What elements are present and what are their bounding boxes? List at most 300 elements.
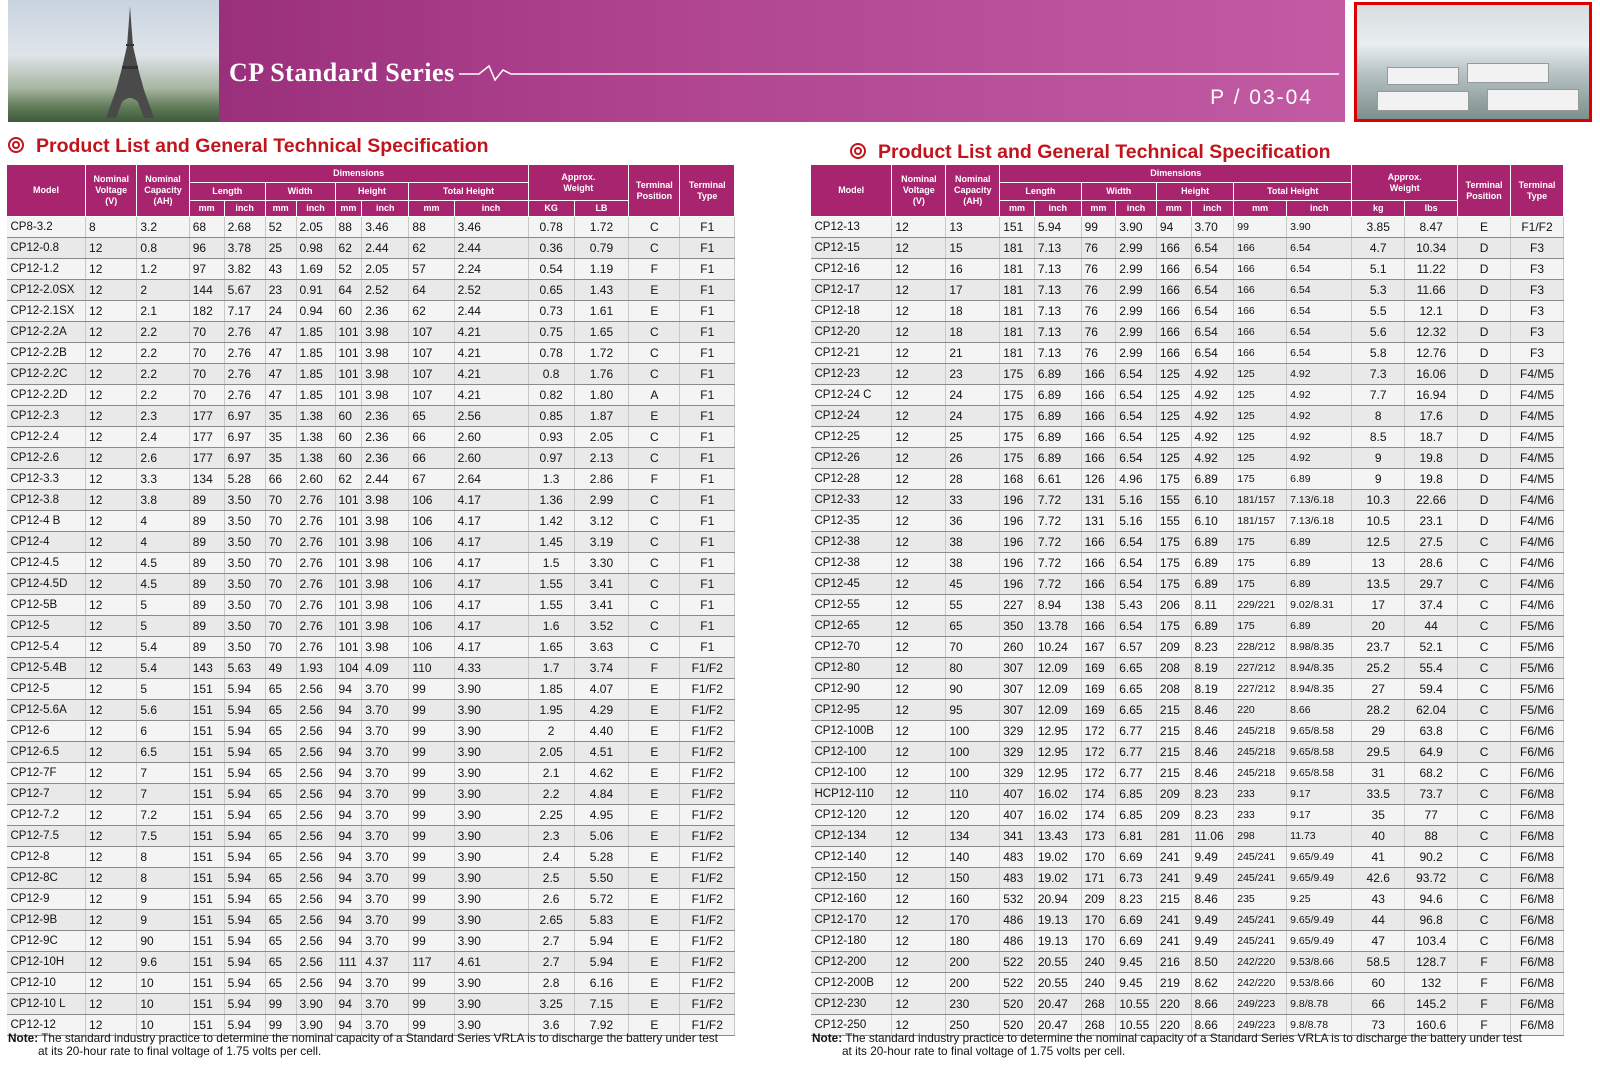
cell-width-inch: 3.90 xyxy=(296,1015,335,1036)
table-row xyxy=(811,595,1564,616)
cell-height-mm: 94 xyxy=(335,700,362,721)
cell-terminal-position: E xyxy=(629,910,680,931)
cell-terminal-position: C xyxy=(629,238,680,259)
left-section-heading: Product List and General Technical Specification xyxy=(8,135,489,158)
cell-total-height-mm: 99 xyxy=(409,994,454,1015)
cell-terminal-type: F4/M5 xyxy=(1511,448,1564,469)
cell-width-mm: 173 xyxy=(1081,826,1116,847)
cell-width-inch: 2.76 xyxy=(296,616,335,637)
cell-terminal-position: E xyxy=(629,721,680,742)
cell-model: CP12-120 xyxy=(811,805,892,826)
cell-weight-kg: 2.4 xyxy=(528,847,574,868)
cell-height-mm: 94 xyxy=(335,910,362,931)
cell-height-inch: 3.70 xyxy=(362,784,409,805)
cell-terminal-type: F1 xyxy=(680,301,735,322)
cell-height-mm: 166 xyxy=(1156,301,1191,322)
cell-weight-lb: 160.6 xyxy=(1405,1015,1458,1036)
cell-terminal-type: F6/M8 xyxy=(1511,847,1564,868)
cell-terminal-position: E xyxy=(629,931,680,952)
cell-width-mm: 25 xyxy=(265,238,296,259)
cell-width-inch: 1.38 xyxy=(296,427,335,448)
cell-width-inch: 6.54 xyxy=(1116,532,1157,553)
cell-weight-kg: 43 xyxy=(1352,889,1405,910)
cell-width-inch: 2.76 xyxy=(296,595,335,616)
cell-width-inch: 6.54 xyxy=(1116,616,1157,637)
cell-capacity: 150 xyxy=(946,868,1000,889)
cell-terminal-position: C xyxy=(629,343,680,364)
cell-model: CP12-170 xyxy=(811,910,892,931)
cell-width-inch: 6.65 xyxy=(1116,700,1157,721)
cell-length-mm: 151 xyxy=(189,931,224,952)
cell-width-mm: 65 xyxy=(265,973,296,994)
cell-total-height-inch: 3.90 xyxy=(454,700,528,721)
cell-height-inch: 3.98 xyxy=(362,343,409,364)
cell-model: CP12-4 B xyxy=(7,511,86,532)
cell-weight-lb: 16.94 xyxy=(1405,385,1458,406)
cell-weight-kg: 33.5 xyxy=(1352,784,1405,805)
cell-capacity: 140 xyxy=(946,847,1000,868)
cell-height-inch: 8.23 xyxy=(1191,805,1234,826)
cell-width-mm: 76 xyxy=(1081,322,1116,343)
cell-height-inch: 2.44 xyxy=(362,469,409,490)
cell-weight-lb: 0.79 xyxy=(574,238,628,259)
cell-voltage: 12 xyxy=(892,616,946,637)
cell-total-height-mm: 242/220 xyxy=(1234,952,1287,973)
cell-terminal-type: F4/M6 xyxy=(1511,490,1564,511)
cell-total-height-inch: 3.90 xyxy=(454,784,528,805)
cell-weight-lb: 2.13 xyxy=(574,448,628,469)
cell-total-height-mm: 125 xyxy=(1234,364,1287,385)
cell-length-inch: 6.89 xyxy=(1034,385,1081,406)
cell-capacity: 18 xyxy=(946,301,1000,322)
cell-total-height-mm: 99 xyxy=(409,973,454,994)
cell-length-inch: 12.09 xyxy=(1034,700,1081,721)
cell-width-inch: 2.99 xyxy=(1116,322,1157,343)
cell-terminal-type: F6/M8 xyxy=(1511,805,1564,826)
table-row xyxy=(7,931,735,952)
cell-capacity: 33 xyxy=(946,490,1000,511)
cell-total-height-inch: 4.33 xyxy=(454,658,528,679)
table-row xyxy=(7,910,735,931)
unit-inch: inch xyxy=(296,201,335,217)
cell-weight-kg: 42.6 xyxy=(1352,868,1405,889)
cell-length-inch: 2.76 xyxy=(224,364,265,385)
cell-height-inch: 3.70 xyxy=(362,847,409,868)
cell-capacity: 250 xyxy=(946,1015,1000,1036)
cell-terminal-position: D xyxy=(1458,301,1511,322)
cell-terminal-position: E xyxy=(629,301,680,322)
cell-weight-kg: 0.97 xyxy=(528,448,574,469)
cell-length-inch: 7.72 xyxy=(1034,511,1081,532)
cell-total-height-inch: 8.94/8.35 xyxy=(1287,679,1352,700)
cell-length-inch: 5.94 xyxy=(224,805,265,826)
table-row xyxy=(7,952,735,973)
spec-table-right xyxy=(810,164,1564,1036)
cell-capacity: 9 xyxy=(137,889,189,910)
cell-length-mm: 486 xyxy=(1000,910,1035,931)
cell-length-mm: 89 xyxy=(189,637,224,658)
cell-total-height-inch: 9.17 xyxy=(1287,784,1352,805)
cell-length-inch: 6.89 xyxy=(1034,448,1081,469)
cell-total-height-mm: 228/212 xyxy=(1234,637,1287,658)
cell-terminal-type: F1 xyxy=(680,553,735,574)
cell-model: CP12-80 xyxy=(811,658,892,679)
cell-weight-kg: 13 xyxy=(1352,553,1405,574)
cell-length-mm: 168 xyxy=(1000,469,1035,490)
col-model: Model xyxy=(811,165,892,217)
table-row xyxy=(7,217,735,238)
cell-height-inch: 3.98 xyxy=(362,511,409,532)
table-row xyxy=(7,805,735,826)
cell-weight-kg: 29 xyxy=(1352,721,1405,742)
cell-terminal-position: F xyxy=(1458,1015,1511,1036)
cell-width-inch: 2.56 xyxy=(296,952,335,973)
cell-total-height-inch: 3.90 xyxy=(454,973,528,994)
cell-voltage: 12 xyxy=(86,469,137,490)
cell-weight-lb: 2.86 xyxy=(574,469,628,490)
cell-total-height-mm: 166 xyxy=(1234,238,1287,259)
cell-height-inch: 3.70 xyxy=(1191,217,1234,238)
cell-model: CP12-5B xyxy=(7,595,86,616)
cell-terminal-type: F1/F2 xyxy=(680,763,735,784)
cell-height-inch: 6.89 xyxy=(1191,574,1234,595)
table-row xyxy=(811,994,1564,1015)
unit-mm: mm xyxy=(265,201,296,217)
cell-capacity: 10 xyxy=(137,994,189,1015)
cell-total-height-inch: 4.17 xyxy=(454,637,528,658)
col-length: Length xyxy=(1000,183,1081,201)
cell-total-height-inch: 8.66 xyxy=(1287,700,1352,721)
cell-capacity: 230 xyxy=(946,994,1000,1015)
cell-length-inch: 5.94 xyxy=(224,1015,265,1036)
cell-height-inch: 9.49 xyxy=(1191,910,1234,931)
cell-height-mm: 101 xyxy=(335,385,362,406)
cell-width-mm: 47 xyxy=(265,385,296,406)
cell-height-inch: 2.44 xyxy=(362,238,409,259)
table-row xyxy=(811,889,1564,910)
cell-width-mm: 166 xyxy=(1081,574,1116,595)
cell-length-mm: 196 xyxy=(1000,553,1035,574)
cell-voltage: 12 xyxy=(892,931,946,952)
cell-length-mm: 181 xyxy=(1000,301,1035,322)
cell-width-inch: 2.56 xyxy=(296,910,335,931)
cell-width-inch: 2.76 xyxy=(296,553,335,574)
cell-total-height-inch: 9.65/9.49 xyxy=(1287,868,1352,889)
cell-total-height-mm: 110 xyxy=(409,658,454,679)
cell-weight-kg: 1.7 xyxy=(528,658,574,679)
cell-width-mm: 99 xyxy=(1081,217,1116,238)
cell-model: CP12-2.1SX xyxy=(7,301,86,322)
cell-total-height-mm: 99 xyxy=(409,847,454,868)
cell-total-height-mm: 181/157 xyxy=(1234,490,1287,511)
cell-terminal-position: E xyxy=(629,868,680,889)
cell-terminal-type: F1 xyxy=(680,322,735,343)
cell-length-mm: 151 xyxy=(189,679,224,700)
cell-voltage: 12 xyxy=(892,532,946,553)
cell-total-height-inch: 3.90 xyxy=(454,679,528,700)
table-row xyxy=(811,721,1564,742)
table-row xyxy=(7,889,735,910)
cell-total-height-inch: 9.65/8.58 xyxy=(1287,742,1352,763)
cell-length-inch: 3.82 xyxy=(224,259,265,280)
cell-capacity: 0.8 xyxy=(137,238,189,259)
cell-height-inch: 2.36 xyxy=(362,427,409,448)
cell-width-inch: 6.54 xyxy=(1116,427,1157,448)
cell-width-inch: 6.65 xyxy=(1116,658,1157,679)
cell-height-mm: 281 xyxy=(1156,826,1191,847)
cell-length-inch: 13.43 xyxy=(1034,826,1081,847)
cell-width-mm: 70 xyxy=(265,490,296,511)
table-row xyxy=(7,784,735,805)
cell-weight-lb: 2.05 xyxy=(574,427,628,448)
cell-terminal-position: C xyxy=(629,427,680,448)
cell-total-height-inch: 9.8/8.78 xyxy=(1287,1015,1352,1036)
cell-height-inch: 9.49 xyxy=(1191,931,1234,952)
cell-width-mm: 43 xyxy=(265,259,296,280)
cell-height-mm: 94 xyxy=(335,889,362,910)
cell-length-mm: 151 xyxy=(189,994,224,1015)
cell-width-mm: 166 xyxy=(1081,427,1116,448)
cell-model: CP12-25 xyxy=(811,427,892,448)
table-row xyxy=(811,679,1564,700)
cell-model: CP12-1.2 xyxy=(7,259,86,280)
cell-terminal-position: E xyxy=(629,805,680,826)
cell-width-mm: 138 xyxy=(1081,595,1116,616)
cell-model: CP12-12 xyxy=(7,1015,86,1036)
cell-model: CP12-3.3 xyxy=(7,469,86,490)
cell-capacity: 100 xyxy=(946,742,1000,763)
cell-voltage: 12 xyxy=(892,721,946,742)
cell-weight-kg: 23.7 xyxy=(1352,637,1405,658)
cell-height-inch: 3.70 xyxy=(362,889,409,910)
cell-weight-kg: 47 xyxy=(1352,931,1405,952)
cell-height-mm: 101 xyxy=(335,532,362,553)
cell-model: CP12-9 xyxy=(7,889,86,910)
cell-total-height-inch: 4.17 xyxy=(454,616,528,637)
cell-total-height-mm: 107 xyxy=(409,385,454,406)
cell-weight-lb: 12.32 xyxy=(1405,322,1458,343)
cell-capacity: 2.2 xyxy=(137,364,189,385)
cell-total-height-mm: 245/241 xyxy=(1234,910,1287,931)
table-row xyxy=(7,994,735,1015)
cell-height-mm: 215 xyxy=(1156,700,1191,721)
cell-total-height-inch: 2.60 xyxy=(454,427,528,448)
cell-weight-lb: 3.63 xyxy=(574,637,628,658)
cell-length-mm: 341 xyxy=(1000,826,1035,847)
cell-length-inch: 3.50 xyxy=(224,490,265,511)
cell-length-inch: 5.94 xyxy=(224,931,265,952)
cell-model: CP12-230 xyxy=(811,994,892,1015)
cell-total-height-mm: 107 xyxy=(409,322,454,343)
cell-total-height-mm: 106 xyxy=(409,553,454,574)
cell-weight-lb: 145.2 xyxy=(1405,994,1458,1015)
cell-weight-kg: 5.1 xyxy=(1352,259,1405,280)
cell-voltage: 12 xyxy=(892,868,946,889)
cell-capacity: 2.2 xyxy=(137,343,189,364)
cell-voltage: 12 xyxy=(86,679,137,700)
cell-width-mm: 167 xyxy=(1081,637,1116,658)
cell-width-inch: 6.54 xyxy=(1116,553,1157,574)
cell-terminal-position: C xyxy=(1458,553,1511,574)
cell-model: CP12-35 xyxy=(811,511,892,532)
cell-model: CP12-2.2A xyxy=(7,322,86,343)
cell-weight-kg: 2.25 xyxy=(528,805,574,826)
cell-voltage: 12 xyxy=(892,637,946,658)
cell-total-height-inch: 6.54 xyxy=(1287,301,1352,322)
cell-terminal-type: F5/M6 xyxy=(1511,700,1564,721)
cell-length-mm: 177 xyxy=(189,427,224,448)
cell-total-height-inch: 2.44 xyxy=(454,301,528,322)
cell-voltage: 12 xyxy=(892,910,946,931)
cell-width-inch: 6.77 xyxy=(1116,742,1157,763)
cell-weight-kg: 3.6 xyxy=(528,1015,574,1036)
cell-total-height-inch: 4.21 xyxy=(454,385,528,406)
cell-terminal-type: F5/M6 xyxy=(1511,616,1564,637)
cell-width-inch: 2.99 xyxy=(1116,259,1157,280)
cell-width-mm: 99 xyxy=(265,994,296,1015)
cell-width-inch: 9.45 xyxy=(1116,952,1157,973)
cell-weight-kg: 2.5 xyxy=(528,868,574,889)
cell-model: CP12-5.4B xyxy=(7,658,86,679)
cell-total-height-mm: 67 xyxy=(409,469,454,490)
cell-width-mm: 70 xyxy=(265,511,296,532)
cell-height-mm: 216 xyxy=(1156,952,1191,973)
cell-weight-lb: 7.15 xyxy=(574,994,628,1015)
cell-height-inch: 9.49 xyxy=(1191,847,1234,868)
cell-total-height-inch: 6.54 xyxy=(1287,259,1352,280)
cell-height-mm: 104 xyxy=(335,658,362,679)
cell-width-inch: 3.90 xyxy=(296,994,335,1015)
cell-terminal-type: F3 xyxy=(1511,301,1564,322)
cell-total-height-mm: 62 xyxy=(409,238,454,259)
cell-total-height-mm: 106 xyxy=(409,490,454,511)
cell-model: CP12-20 xyxy=(811,322,892,343)
cell-terminal-position: E xyxy=(629,826,680,847)
cell-width-mm: 70 xyxy=(265,595,296,616)
cell-terminal-type: F1/F2 xyxy=(680,910,735,931)
cell-voltage: 12 xyxy=(86,847,137,868)
cell-width-mm: 65 xyxy=(265,889,296,910)
cell-model: CP12-10 L xyxy=(7,994,86,1015)
cell-length-mm: 70 xyxy=(189,364,224,385)
cell-width-mm: 99 xyxy=(265,1015,296,1036)
cell-length-mm: 175 xyxy=(1000,385,1035,406)
cell-weight-kg: 7.7 xyxy=(1352,385,1405,406)
cell-terminal-position: E xyxy=(1458,217,1511,238)
target-icon xyxy=(8,137,24,153)
cell-width-mm: 23 xyxy=(265,280,296,301)
cell-total-height-inch: 6.89 xyxy=(1287,532,1352,553)
cell-terminal-position: D xyxy=(1458,448,1511,469)
cell-voltage: 12 xyxy=(892,238,946,259)
cell-height-inch: 6.54 xyxy=(1191,301,1234,322)
cell-voltage: 12 xyxy=(86,553,137,574)
cell-voltage: 12 xyxy=(86,259,137,280)
cell-width-mm: 76 xyxy=(1081,301,1116,322)
cell-capacity: 110 xyxy=(946,784,1000,805)
table-row xyxy=(811,553,1564,574)
cell-height-mm: 220 xyxy=(1156,994,1191,1015)
cell-weight-lb: 3.19 xyxy=(574,532,628,553)
cell-voltage: 12 xyxy=(892,973,946,994)
cell-height-mm: 101 xyxy=(335,616,362,637)
cell-length-inch: 5.94 xyxy=(224,868,265,889)
cell-length-inch: 5.94 xyxy=(224,826,265,847)
cell-total-height-inch: 6.54 xyxy=(1287,322,1352,343)
table-row xyxy=(811,448,1564,469)
cell-height-mm: 94 xyxy=(335,847,362,868)
cell-terminal-position: D xyxy=(1458,280,1511,301)
cell-terminal-type: F1/F2 xyxy=(680,847,735,868)
cell-width-inch: 6.85 xyxy=(1116,784,1157,805)
cell-length-inch: 12.95 xyxy=(1034,763,1081,784)
cell-width-inch: 6.65 xyxy=(1116,679,1157,700)
cell-height-inch: 6.54 xyxy=(1191,259,1234,280)
cell-voltage: 12 xyxy=(86,952,137,973)
cell-terminal-position: E xyxy=(629,763,680,784)
cell-height-mm: 175 xyxy=(1156,616,1191,637)
cell-width-mm: 76 xyxy=(1081,280,1116,301)
table-row xyxy=(811,217,1564,238)
cell-weight-lb: 3.52 xyxy=(574,616,628,637)
cell-terminal-position: C xyxy=(629,511,680,532)
cell-length-inch: 20.47 xyxy=(1034,1015,1081,1036)
cell-model: CP12-7.5 xyxy=(7,826,86,847)
cell-capacity: 23 xyxy=(946,364,1000,385)
cell-terminal-position: C xyxy=(629,553,680,574)
cell-length-inch: 20.47 xyxy=(1034,994,1081,1015)
cell-total-height-inch: 2.60 xyxy=(454,448,528,469)
cell-length-mm: 151 xyxy=(189,763,224,784)
cell-voltage: 12 xyxy=(86,280,137,301)
cell-terminal-type: F5/M6 xyxy=(1511,637,1564,658)
cell-capacity: 2.3 xyxy=(137,406,189,427)
cell-total-height-mm: 229/221 xyxy=(1234,595,1287,616)
cell-height-inch: 3.70 xyxy=(362,1015,409,1036)
cell-length-mm: 407 xyxy=(1000,805,1035,826)
cell-height-mm: 64 xyxy=(335,280,362,301)
cell-height-mm: 241 xyxy=(1156,868,1191,889)
cell-terminal-position: C xyxy=(1458,595,1511,616)
cell-width-inch: 2.56 xyxy=(296,721,335,742)
cell-total-height-inch: 9.53/8.66 xyxy=(1287,952,1352,973)
col-width: Width xyxy=(1081,183,1156,201)
cell-height-mm: 215 xyxy=(1156,721,1191,742)
cell-width-inch: 2.56 xyxy=(296,700,335,721)
unit-inch: inch xyxy=(1034,201,1081,217)
cell-weight-kg: 5.5 xyxy=(1352,301,1405,322)
cell-height-inch: 4.92 xyxy=(1191,406,1234,427)
cell-total-height-mm: 125 xyxy=(1234,385,1287,406)
cell-length-inch: 6.97 xyxy=(224,448,265,469)
cell-capacity: 55 xyxy=(946,595,1000,616)
page-number: P / 03-04 xyxy=(1210,86,1313,109)
cell-length-inch: 7.72 xyxy=(1034,574,1081,595)
cell-length-inch: 5.94 xyxy=(224,889,265,910)
col-capacity: Nominal Capacity (AH) xyxy=(946,165,1000,217)
cell-weight-lb: 128.7 xyxy=(1405,952,1458,973)
cell-total-height-inch: 4.21 xyxy=(454,322,528,343)
cell-weight-lb: 3.74 xyxy=(574,658,628,679)
cell-model: CP12-150 xyxy=(811,868,892,889)
unit-inch: inch xyxy=(1191,201,1234,217)
cell-length-inch: 5.94 xyxy=(224,742,265,763)
cell-voltage: 12 xyxy=(86,301,137,322)
cell-terminal-position: D xyxy=(1458,511,1511,532)
cell-model: CP12-140 xyxy=(811,847,892,868)
cell-terminal-position: C xyxy=(629,217,680,238)
cell-width-inch: 2.76 xyxy=(296,637,335,658)
